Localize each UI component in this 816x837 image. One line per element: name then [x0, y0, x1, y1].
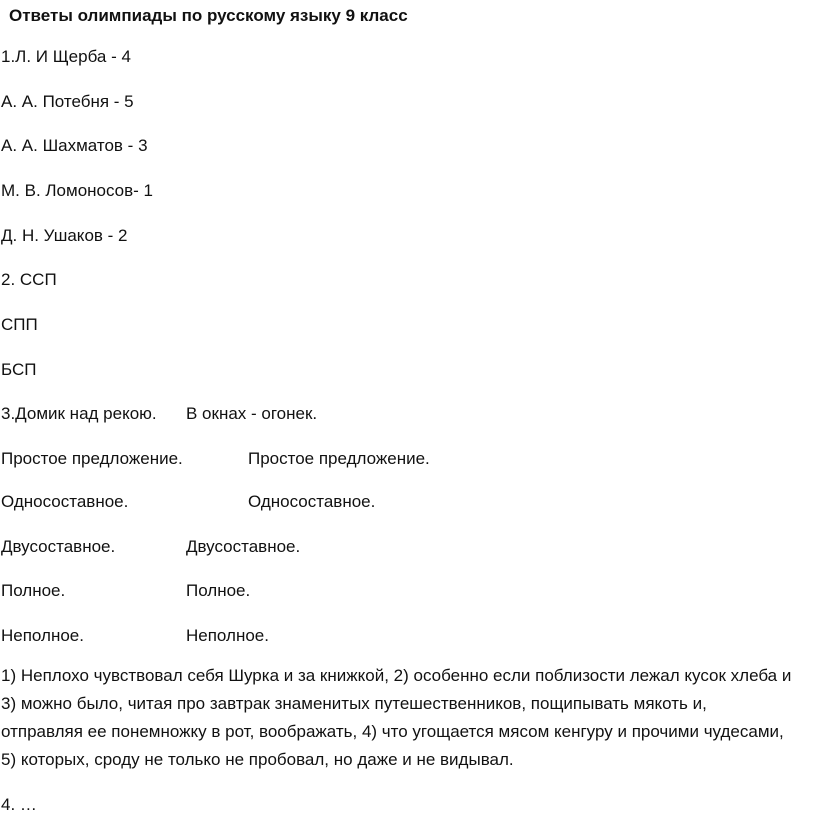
- answer-line-task1-1: А. А. Потебня - 5: [1, 92, 134, 111]
- paragraph-line: 1) Неплохо чувствовал себя Шурка и за книжкой, 2) особенно если поблизости лежал кусок хлеба и: [1, 666, 792, 685]
- task3-left-1: Простое предложение.: [1, 449, 183, 468]
- answer-line-task2-2: БСП: [1, 360, 37, 379]
- answer-line-task2-0: 2. ССП: [1, 270, 57, 289]
- task3-left-2: Односоставное.: [1, 492, 129, 511]
- answer-line-task2-1: СПП: [1, 315, 38, 334]
- task3-right-3: Двусоставное.: [186, 537, 301, 556]
- task3-right-0: В окнах - огонек.: [186, 404, 318, 423]
- sentence-paragraph: [1, 662, 816, 774]
- task3-right-4: Полное.: [186, 581, 251, 600]
- paragraph-line: 3) можно было, читая про завтрак знаменитых путешественников, пощипывать мякоть и,: [1, 694, 707, 713]
- task3-left-4: Полное.: [1, 581, 66, 600]
- page-title: Ответы олимпиады по русскому языку 9 класс: [9, 6, 408, 25]
- task3-left-3: Двусоставное.: [1, 537, 116, 556]
- paragraph-line: отправляя ее понемножку в рот, воображать, 4) что угощается мясом кенгуру и прочими чудесами,: [1, 722, 784, 741]
- answer-line-task1-0: 1.Л. И Щерба - 4: [1, 47, 131, 66]
- answer-line-task1-2: А. А. Шахматов - 3: [1, 136, 148, 155]
- task3-left-0: 3.Домик над рекою.: [1, 404, 157, 423]
- paragraph-line: 5) которых, сроду не только не пробовал, но даже и не видывал.: [1, 750, 514, 769]
- task3-left-5: Неполное.: [1, 626, 84, 645]
- task3-right-5: Неполное.: [186, 626, 269, 645]
- task3-right-1: Простое предложение.: [248, 449, 430, 468]
- answer-line-task1-4: Д. Н. Ушаков - 2: [1, 226, 128, 245]
- task3-right-2: Односоставное.: [248, 492, 376, 511]
- answer-line-task1-3: М. В. Ломоносов- 1: [1, 181, 154, 200]
- answer-line-task4: 4. …: [1, 795, 37, 814]
